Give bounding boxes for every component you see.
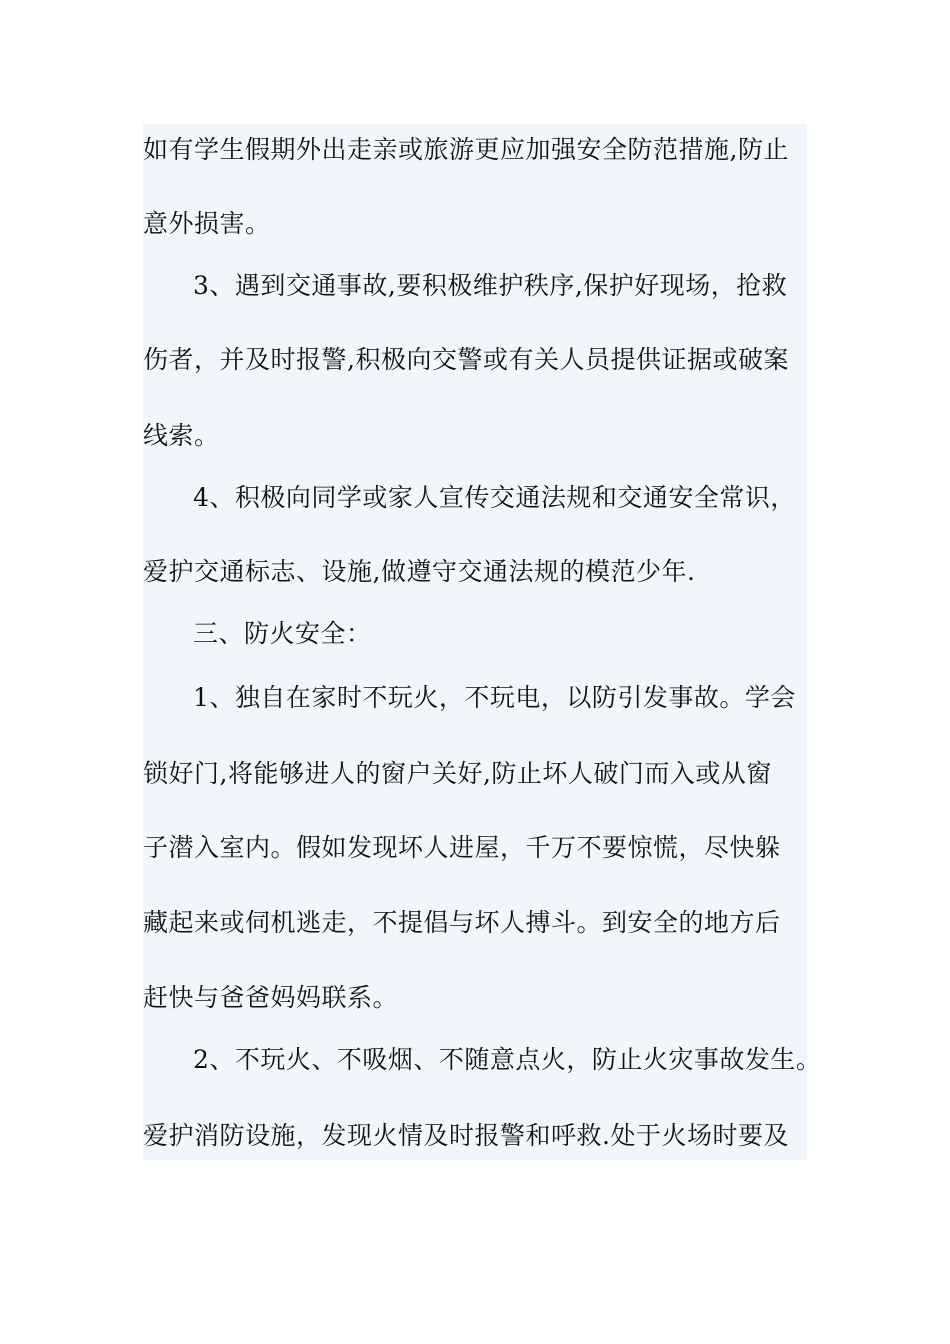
text-line: 伤者，并及时报警,积极向交警或有关人员提供证据或破案 [143,345,789,374]
text-line: 2、不玩火、不吸烟、不随意点火，防止火灾事故发生。 [193,1045,822,1074]
text-line: 如有学生假期外出走亲或旅游更应加强安全防范措施,防止 [143,135,789,164]
text-line: 锁好门,将能够进人的窗户关好,防止坏人破门而入或从窗 [143,759,772,788]
text-line: 藏起来或伺机逃走，不提倡与坏人搏斗。到安全的地方后 [143,908,781,937]
section-heading: 三、防火安全： [193,619,372,648]
text-line: 爱护消防设施，发现火情及时报警和呼救.处于火场时要及 [143,1121,789,1150]
text-line: 3、遇到交通事故,要积极维护秩序,保护好现场，抢救 [193,271,788,300]
text-line: 4、积极向同学或家人宣传交通法规和交通安全常识， [193,483,796,512]
text-line: 赶快与爸爸妈妈联系。 [143,983,399,1012]
text-line: 1、独自在家时不玩火，不玩电，以防引发事故。学会 [193,683,796,712]
text-line: 意外损害。 [143,209,271,238]
text-line: 子潜入室内。假如发现坏人进屋，千万不要惊慌，尽快躲 [143,833,781,862]
text-line: 爱护交通标志、设施,做遵守交通法规的模范少年. [143,557,696,586]
text-line: 线索。 [143,421,220,450]
